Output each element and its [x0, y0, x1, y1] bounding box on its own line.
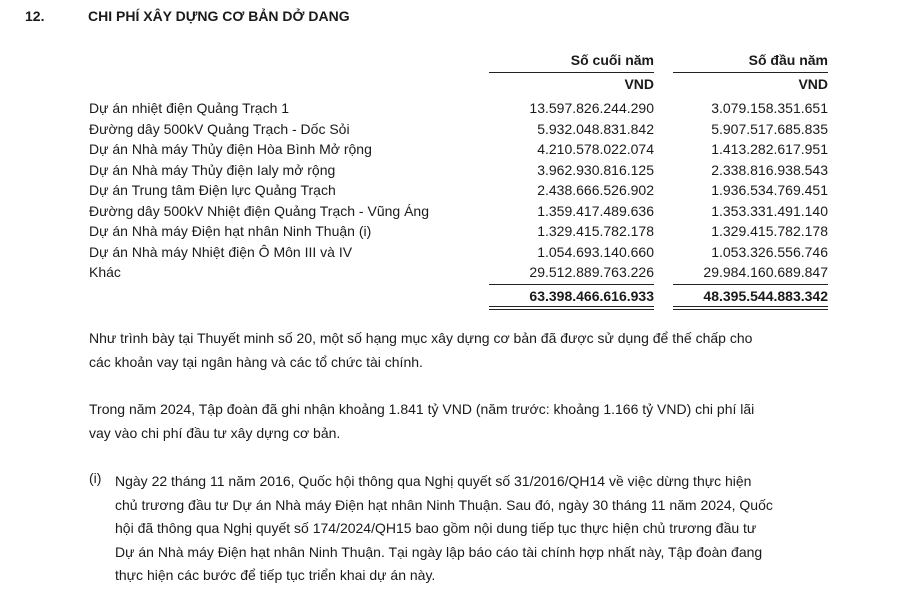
paragraph-line: các khoản vay tại ngân hàng và các tổ chức tài chính. — [89, 353, 423, 370]
note-line: chủ trương đầu tư Dự án Nhà máy Điện hạt nhân Ninh Thuận. Sau đó, ngày 30 tháng 11 năm 2024, Quốc — [115, 496, 773, 513]
row-value-start: 1.413.282.617.951 — [711, 141, 828, 157]
row-value-end: 5.932.048.831.842 — [537, 120, 654, 137]
table-row — [0, 100, 897, 120]
column-unit-start-of-year: VND — [798, 76, 828, 92]
table-row — [0, 223, 897, 243]
row-value-end: 1.329.415.782.178 — [537, 223, 654, 239]
table-row — [0, 203, 897, 223]
paragraph-line: Trong năm 2024, Tập đoàn đã ghi nhận khoảng 1.841 tỷ VND (năm trước: khoảng 1.166 tỷ VND) chi phí lãi — [89, 401, 755, 417]
note-line: Dự án Nhà máy Điện hạt nhân Ninh Thuận. Tại ngày lập báo cáo tài chính hợp nhất này, Tập đoàn đang — [115, 543, 763, 560]
table-row — [0, 182, 897, 202]
section-number: 12. — [25, 8, 45, 24]
row-value-start: 3.079.158.351.651 — [711, 100, 828, 116]
table-row — [0, 244, 897, 264]
total-value-start: 48.395.544.883.342 — [703, 288, 828, 304]
table-row — [0, 121, 897, 141]
section-header — [0, 8, 897, 28]
table-row — [0, 162, 897, 182]
note-marker: (i) — [89, 470, 102, 486]
row-value-end: 1.359.417.489.636 — [537, 202, 654, 219]
paragraph-mortgage — [89, 327, 752, 374]
column-header-underline-1 — [489, 72, 654, 73]
row-value-start: 2.338.816.938.543 — [711, 161, 828, 178]
paragraph-capitalized-interest — [89, 398, 754, 445]
total-row — [0, 288, 897, 308]
row-value-end: 2.438.666.526.902 — [537, 182, 654, 198]
row-value-end: 4.210.578.022.074 — [537, 141, 654, 157]
paragraph-line: vay vào chi phí đầu tư xây dựng cơ bản. — [89, 424, 341, 441]
row-value-start: 1.053.326.556.746 — [711, 243, 828, 260]
column-header-end-of-year: Số cuối năm — [570, 52, 654, 68]
row-value-start: 29.984.160.689.847 — [703, 264, 828, 280]
row-label: Dự án nhiệt điện Quảng Trạch 1 — [89, 100, 290, 116]
total-double-rule-2a — [673, 306, 828, 307]
note-line: hội đã thông qua Nghị quyết số 174/2024/QH15 bao gồm nội dung tiếp tục thực hiện chủ trương đầu tư — [115, 520, 757, 536]
note-text — [115, 470, 773, 588]
row-value-end: 13.597.826.244.290 — [529, 100, 654, 116]
row-value-start: 5.907.517.685.835 — [711, 120, 828, 137]
table-row — [0, 141, 897, 161]
row-value-start: 1.936.534.769.451 — [711, 182, 828, 198]
total-top-rule-2 — [673, 284, 828, 285]
total-top-rule-1 — [489, 284, 654, 285]
row-label: Dự án Nhà máy Thủy điện Hòa Bình Mở rộng — [89, 141, 372, 157]
row-label: Dự án Trung tâm Điện lực Quảng Trạch — [89, 182, 336, 198]
note-line: thực hiện các bước để tiếp tục triển khai dự án này. — [115, 567, 436, 583]
paragraph-line: Như trình bày tại Thuyết minh số 20, một số hạng mục xây dựng cơ bản đã được sử dụng để thế chấp cho — [89, 330, 753, 346]
row-value-end: 29.512.889.763.226 — [529, 264, 654, 280]
row-value-start: 1.329.415.782.178 — [711, 223, 828, 239]
note-line: Ngày 22 tháng 11 năm 2016, Quốc hội thông qua Nghị quyết số 31/2016/QH14 về việc dừng thực hiện — [115, 473, 752, 489]
row-value-start: 1.353.331.491.140 — [711, 202, 828, 219]
total-double-rule-1a — [489, 306, 654, 307]
row-label: Dự án Nhà máy Nhiệt điện Ô Môn III và IV — [89, 243, 353, 260]
total-double-rule-1b — [489, 309, 654, 310]
row-label: Đường dây 500kV Nhiệt điện Quảng Trạch - Vũng Áng — [89, 202, 429, 219]
column-header-start-of-year: Số đầu năm — [748, 52, 828, 68]
row-label: Đường dây 500kV Quảng Trạch - Dốc Sỏi — [89, 120, 350, 137]
row-label: Dự án Nhà máy Thủy điện Ialy mở rộng — [89, 161, 336, 178]
total-value-end: 63.398.466.616.933 — [529, 288, 654, 304]
row-value-end: 1.054.693.140.660 — [537, 243, 654, 260]
row-label: Dự án Nhà máy Điện hạt nhân Ninh Thuận (i) — [89, 223, 372, 239]
section-title: CHI PHÍ XÂY DỰNG CƠ BẢN DỞ DANG — [88, 8, 350, 24]
row-value-end: 3.962.930.816.125 — [537, 161, 654, 178]
column-header-underline-2 — [673, 72, 828, 73]
table-row — [0, 264, 897, 284]
total-double-rule-2b — [673, 309, 828, 310]
column-unit-end-of-year: VND — [624, 76, 654, 92]
row-label: Khác — [89, 264, 121, 280]
